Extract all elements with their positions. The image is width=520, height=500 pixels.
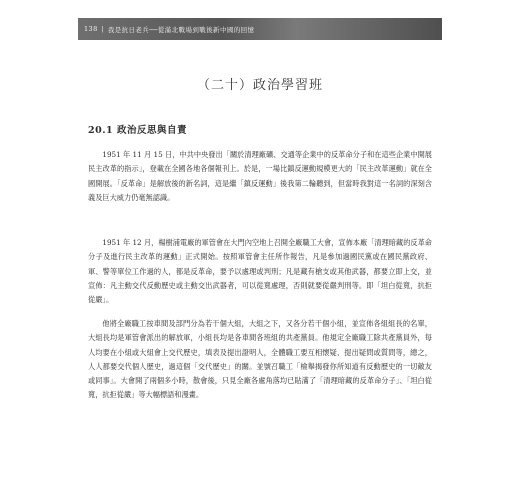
section-title: 20.1 政治反思與自責 bbox=[88, 125, 187, 136]
page-number: 138 bbox=[84, 25, 98, 33]
body-paragraph-3: 他將全廠職工按車間及部門分為若干個大組，大組之下，又各分若干個小組，並宣佈各組組長的名單，大組長均是軍管會派出的解放軍，小組長均是各車間各班組的共產黨員。他規定全廠職工除共產黨員外，每人均要在小組或大組會上交代歷史，填表及提出證明人，全體職工要互相懷疑、提出疑問或質問等，總之，人人都要交代個人歷史，過這個「交代歷史」的關。並號召職工「檢舉揭發你所知道有反動歷史的一切敵友或同事」。大會開了兩個多小時，散會後，只見全廠各處角落均已貼滿了「清理暗藏的反革命分子」、「坦白從寬，抗拒從嚴」等大幅標語和漫畫。 bbox=[88, 319, 432, 400]
body-paragraph-1: 1951 年 11 月 15 日，中共中央發出「關於清理廠礦、交通等企業中的反革命分子和在這些企業中開展民主改革的指示」，登載在全國各地各個報刊上。於是，一場比鎮反運動規模更大的「民主改革運動」就在全國開展。「反革命」是解放後的新名詞，這是繼「鎮反運動」後我第二輪聽到，但當時我對這一名詞的深刻含義及巨大威力仍毫無認識。 bbox=[88, 150, 432, 202]
header-separator: | bbox=[101, 25, 104, 33]
page-header-band bbox=[78, 18, 442, 40]
body-paragraph-2: 1951 年 12 月，楊樹浦電廠的軍管會在大門內空地上召開全廠職工大會，宣佈本廠「清理暗藏的反革命分子及進行民主改革的運動」正式開始。按照軍管會主任所作報告，凡是參加過國民黨或在國民黨政府、軍、警等單位工作過的人，都是反革命，要予以處理或判刑；凡是藏有槍支或其他武器，都要立即上交，並宣佈：凡主動交代反動歷史或主動交出武器者，可以從寬處理，否則就要從嚴判刑等。即「坦白從寬，抗拒從嚴」。 bbox=[88, 238, 432, 305]
running-title: 我是抗日老兵──從滿北戰場到戰後新中國的回憶 bbox=[107, 25, 255, 34]
chapter-title: （二十）政治學習班 bbox=[196, 78, 323, 93]
